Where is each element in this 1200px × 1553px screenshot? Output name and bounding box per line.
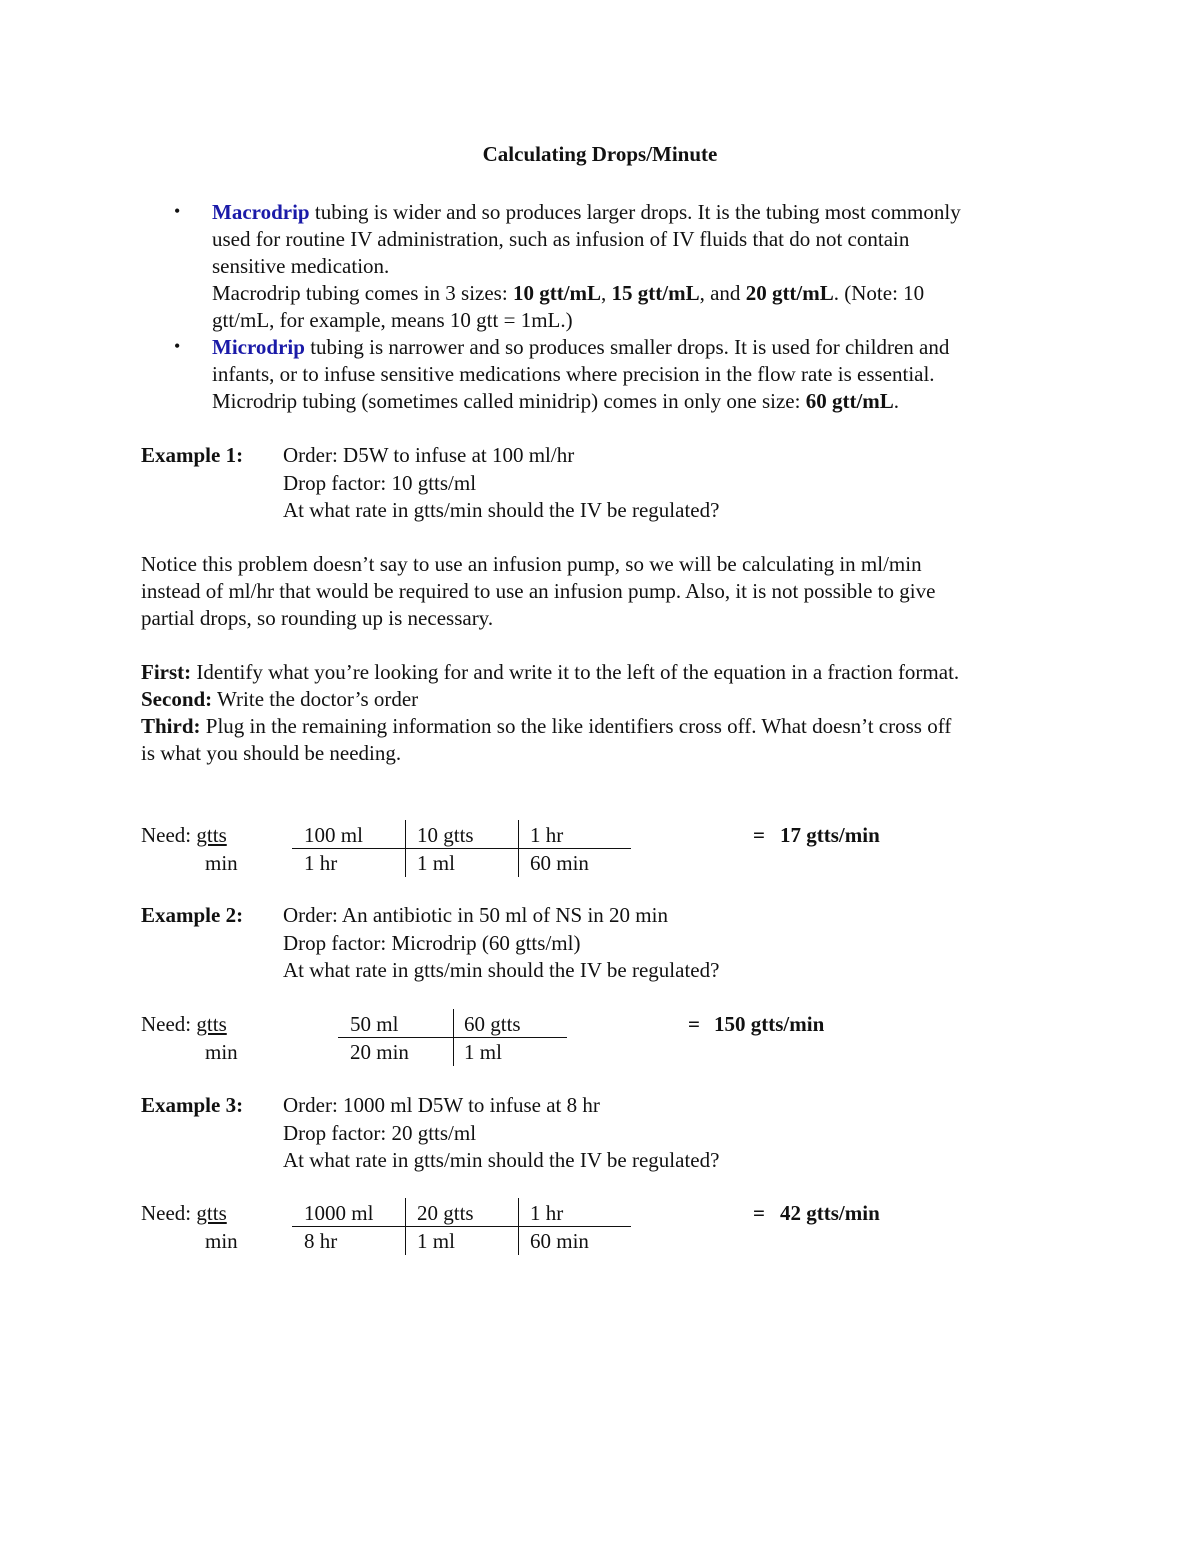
bullet-line: gtt/mL, for example, means 10 gtt = 1mL.)	[212, 308, 573, 332]
fraction-divider	[518, 1198, 519, 1255]
bullet-line: Macrodrip tubing is wider and so produces larger drops. It is the tubing most commonly	[212, 200, 961, 224]
example-question: At what rate in gtts/min should the IV be regulated?	[283, 958, 720, 982]
notice-line: Notice this problem doesn’t say to use an infusion pump, so we will be calculating in ml/min	[141, 552, 922, 576]
fraction-numerator: 50 ml	[350, 1012, 399, 1036]
equals-sign: =	[753, 823, 765, 847]
fraction-divider	[405, 820, 406, 877]
need-denominator: min	[205, 1229, 238, 1253]
fraction-numerator: 1 hr	[530, 823, 564, 847]
example-drop-factor: Drop factor: 10 gtts/ml	[283, 471, 477, 495]
need-denominator: min	[205, 851, 238, 875]
example-order: Order: 1000 ml D5W to infuse at 8 hr	[283, 1093, 600, 1117]
bullet-line: Microdrip tubing is narrower and so produces smaller drops. It is used for children and	[212, 335, 950, 359]
fraction-numerator: 10 gtts	[417, 823, 474, 847]
fraction-denominator: 1 ml	[417, 851, 455, 875]
bullet-line: used for routine IV administration, such as infusion of IV fluids that do not contain	[212, 227, 910, 251]
fraction-numerator: 1 hr	[530, 1201, 564, 1225]
keyword-microdrip: Microdrip	[212, 335, 305, 359]
size-60: 60 gtt/mL	[805, 389, 894, 413]
step-second: Second: Write the doctor’s order	[141, 687, 419, 711]
fraction-denominator: 60 min	[530, 1229, 589, 1253]
size-10: 10 gtt/mL	[512, 281, 602, 305]
need-label: Need: gtts	[141, 1012, 227, 1036]
fraction-numerator: 60 gtts	[464, 1012, 521, 1036]
example-drop-factor: Drop factor: Microdrip (60 gtts/ml)	[283, 931, 581, 955]
fraction-denominator: 1 hr	[304, 851, 338, 875]
notice-line: instead of ml/hr that would be required to use an infusion pump. Also, it is not possible to give	[141, 579, 936, 603]
fraction-denominator: 1 ml	[417, 1229, 455, 1253]
answer: 42 gtts/min	[780, 1201, 880, 1225]
bullet-line: Microdrip tubing (sometimes called minidrip) comes in only one size: 60 gtt/mL.	[212, 389, 900, 413]
bullet-line: infants, or to infuse sensitive medications where precision in the flow rate is essential.	[212, 362, 935, 386]
example-question: At what rate in gtts/min should the IV be regulated?	[283, 1148, 720, 1172]
notice-line: partial drops, so rounding up is necessary.	[141, 606, 494, 630]
bullet-line: sensitive medication.	[212, 254, 390, 278]
answer: 17 gtts/min	[780, 823, 880, 847]
example-order: Order: D5W to infuse at 100 ml/hr	[283, 443, 575, 467]
example-drop-factor: Drop factor: 20 gtts/ml	[283, 1121, 477, 1145]
example-label: Example 3:	[141, 1093, 244, 1117]
fraction-denominator: 8 hr	[304, 1229, 338, 1253]
bullet-symbol: •	[174, 201, 181, 221]
need-label: Need: gtts	[141, 1201, 227, 1225]
fraction-bar	[292, 1226, 631, 1227]
need-label: Need: gtts	[141, 823, 227, 847]
fraction-numerator: 100 ml	[304, 823, 363, 847]
fraction-bar	[292, 848, 631, 849]
answer: 150 gtts/min	[714, 1012, 825, 1036]
keyword-macrodrip: Macrodrip	[212, 200, 310, 224]
need-denominator: min	[205, 1040, 238, 1064]
fraction-denominator: 60 min	[530, 851, 589, 875]
step-third: Third: Plug in the remaining information so the like identifiers cross off. What doesn’t cross off	[141, 714, 952, 738]
example-question: At what rate in gtts/min should the IV be regulated?	[283, 498, 720, 522]
fraction-divider	[453, 1009, 454, 1066]
bullet-line: Macrodrip tubing comes in 3 sizes: 10 gtt/mL, 15 gtt/mL, and 20 gtt/mL. (Note: 10	[212, 281, 925, 305]
example-order: Order: An antibiotic in 50 ml of NS in 20 min	[283, 903, 668, 927]
equals-sign: =	[688, 1012, 700, 1036]
fraction-denominator: 20 min	[350, 1040, 409, 1064]
fraction-numerator: 20 gtts	[417, 1201, 474, 1225]
bullet-symbol: •	[174, 336, 181, 356]
size-20: 20 gtt/mL	[745, 281, 834, 305]
equals-sign: =	[753, 1201, 765, 1225]
fraction-divider	[518, 820, 519, 877]
size-15: 15 gtt/mL	[611, 281, 700, 305]
fraction-denominator: 1 ml	[464, 1040, 502, 1064]
step-third-cont: is what you should be needing.	[141, 741, 402, 765]
example-label: Example 1:	[141, 443, 244, 467]
page-title: Calculating Drops/Minute	[482, 142, 718, 166]
example-label: Example 2:	[141, 903, 244, 927]
fraction-divider	[405, 1198, 406, 1255]
fraction-numerator: 1000 ml	[304, 1201, 374, 1225]
step-first: First: Identify what you’re looking for and write it to the left of the equation in a fraction format.	[141, 660, 960, 684]
